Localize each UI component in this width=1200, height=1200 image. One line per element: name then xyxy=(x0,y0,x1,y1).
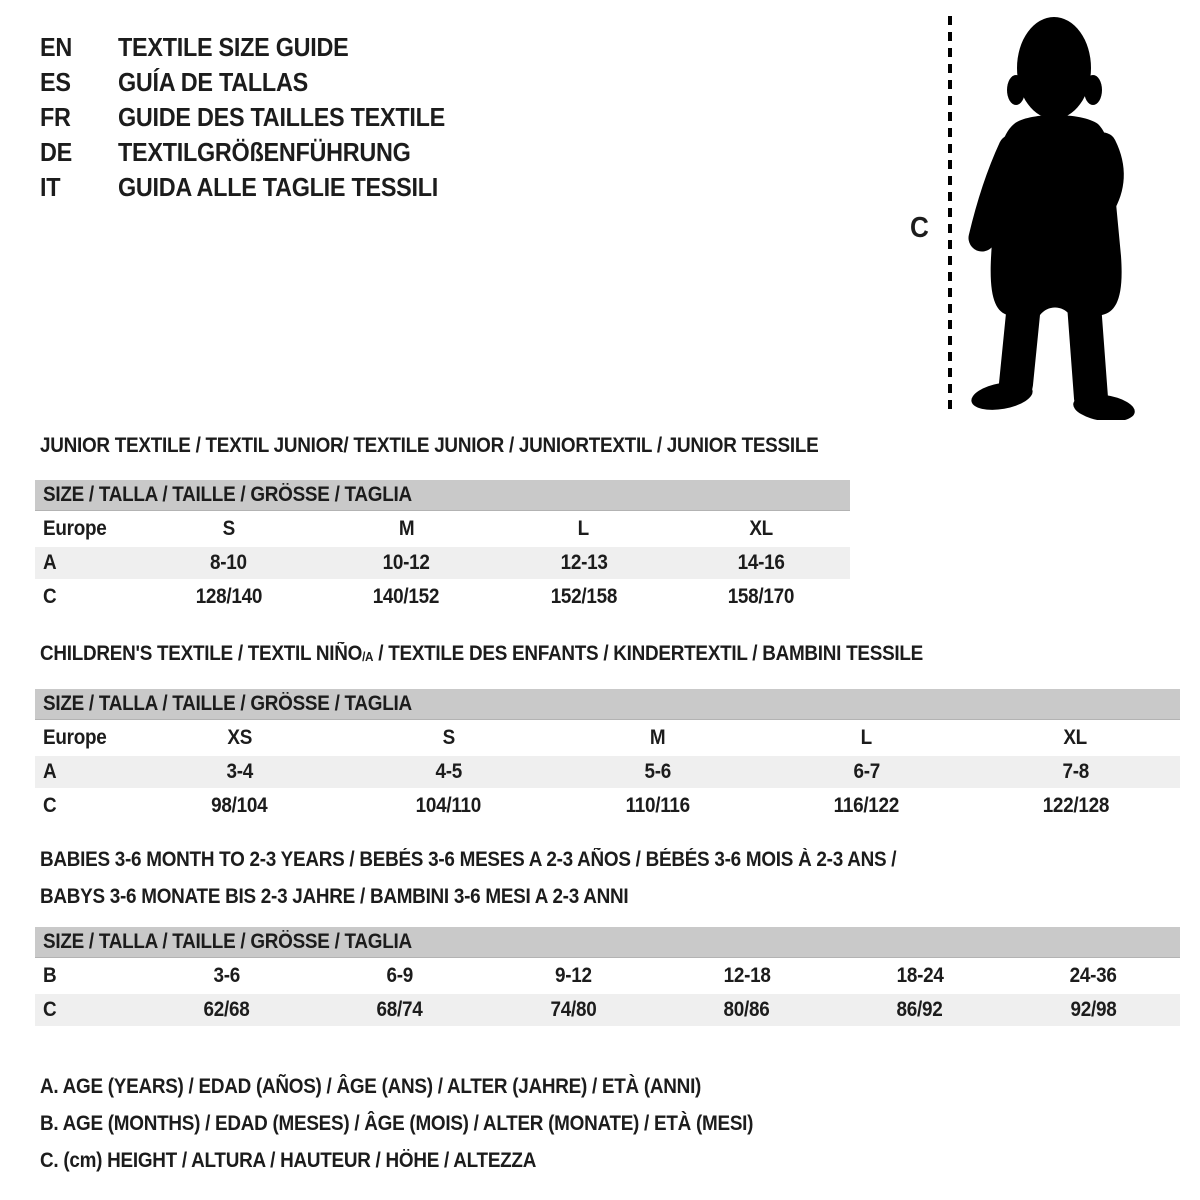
children-size-table xyxy=(35,689,1180,822)
age-cell xyxy=(1007,964,1180,988)
cell-text: 9-12 xyxy=(554,964,592,987)
babies-table-size-header xyxy=(35,927,1180,958)
size-cell xyxy=(553,726,762,750)
cell-text: 104/110 xyxy=(415,794,482,817)
cell-text: 12-18 xyxy=(723,964,771,987)
age-cell xyxy=(313,964,486,988)
junior-section-title-text: JUNIOR TEXTILE / TEXTIL JUNIOR/ TEXTILE JUNIOR / JUNIORTEXTIL / JUNIOR TESSILE xyxy=(40,434,819,457)
children-section-title xyxy=(40,642,1021,666)
height-cell xyxy=(318,585,496,609)
size-cell xyxy=(135,726,344,750)
children-table-size-header xyxy=(35,689,1180,720)
language-row-de xyxy=(40,135,481,170)
cell-text: 98/104 xyxy=(211,794,268,817)
height-cell xyxy=(762,794,971,818)
language-code-text: FR xyxy=(40,102,71,132)
age-cell xyxy=(971,760,1180,784)
babies-size-table xyxy=(35,927,1180,1026)
age-cell xyxy=(318,551,496,575)
height-cell xyxy=(553,794,762,818)
cell-text: 74/80 xyxy=(550,998,597,1021)
table-row xyxy=(35,960,1180,992)
junior-table-size-header xyxy=(35,480,850,511)
children-section-title-text xyxy=(40,642,923,666)
cell-text: 152/158 xyxy=(550,585,617,608)
cell-text: XL xyxy=(1063,726,1088,749)
language-title-list xyxy=(40,30,481,205)
babies-title-line-2-text: BABYS 3-6 MONATE BIS 2-3 JAHRE / BAMBINI 3-6 MESI A 2-3 ANNI xyxy=(40,885,629,908)
cell-text: 3-6 xyxy=(213,964,240,987)
language-row-it xyxy=(40,170,481,205)
cell-text: XL xyxy=(749,517,774,540)
cell-text: 68/74 xyxy=(377,998,423,1021)
cell-text: S xyxy=(442,726,455,749)
cell-text: 6-7 xyxy=(853,760,880,783)
height-cell xyxy=(673,585,851,609)
language-title: GUÍA DE TALLAS xyxy=(118,67,308,97)
age-cell xyxy=(344,760,553,784)
language-title: GUIDE DES TAILLES TEXTILE xyxy=(118,102,445,132)
table-row xyxy=(35,581,850,613)
row-label xyxy=(35,585,140,609)
cell-text: 122/128 xyxy=(1042,794,1109,817)
row-label xyxy=(35,726,135,750)
height-measure-label-text: C xyxy=(910,212,929,244)
height-cell xyxy=(971,794,1180,818)
age-cell xyxy=(553,760,762,784)
size-cell xyxy=(971,726,1180,750)
age-cell xyxy=(495,551,673,575)
language-code-text: EN xyxy=(40,32,72,62)
height-measure-line xyxy=(944,12,956,418)
row-label-text: B xyxy=(43,964,57,987)
row-label-text: Europe xyxy=(43,726,107,749)
legend-line-age-months xyxy=(40,1105,832,1142)
toddler-silhouette-icon xyxy=(962,6,1140,420)
cell-text: 62/68 xyxy=(203,998,250,1021)
title-sub: /A xyxy=(362,649,374,665)
height-cell xyxy=(344,794,553,818)
age-cell xyxy=(140,964,313,988)
cell-text: M xyxy=(398,517,414,540)
cell-text: 24-36 xyxy=(1069,964,1117,987)
cell-text: 14-16 xyxy=(737,551,785,574)
language-code-text: DE xyxy=(40,137,72,167)
row-label-text: A xyxy=(43,551,57,574)
language-title: TEXTILE SIZE GUIDE xyxy=(118,32,349,62)
language-row-en xyxy=(40,30,481,65)
language-code xyxy=(40,67,118,98)
cell-text: 8-10 xyxy=(210,551,248,574)
title-pre: CHILDREN'S TEXTILE / TEXTIL NIÑO xyxy=(40,642,363,665)
legend-line-text: C. (cm) HEIGHT / ALTURA / HAUTEUR / HÖHE / ALTEZZA xyxy=(40,1149,537,1172)
row-label-text: C xyxy=(43,998,57,1021)
row-label xyxy=(35,517,140,541)
table-row xyxy=(35,722,1180,754)
height-cell xyxy=(833,998,1006,1022)
cell-text: 10-12 xyxy=(382,551,430,574)
row-label xyxy=(35,998,140,1022)
cell-text: 7-8 xyxy=(1062,760,1089,783)
cell-text: 86/92 xyxy=(897,998,943,1021)
language-row-fr xyxy=(40,100,481,135)
cell-text: 80/86 xyxy=(723,998,770,1021)
height-cell xyxy=(135,794,344,818)
row-label-text: Europe xyxy=(43,517,107,540)
babies-section-title xyxy=(40,841,991,915)
babies-title-line-2 xyxy=(40,878,991,915)
row-label xyxy=(35,964,140,988)
row-label xyxy=(35,551,140,575)
table-row xyxy=(35,513,850,545)
language-title: GUIDA ALLE TAGLIE TESSILI xyxy=(118,172,438,202)
size-cell xyxy=(140,517,318,541)
language-code-text: ES xyxy=(40,67,71,97)
cell-text: 4-5 xyxy=(435,760,462,783)
table-row xyxy=(35,994,1180,1026)
age-cell xyxy=(487,964,660,988)
language-code xyxy=(40,102,118,133)
cell-text: 158/170 xyxy=(728,585,795,608)
age-cell xyxy=(673,551,851,575)
row-label xyxy=(35,760,135,784)
size-cell xyxy=(318,517,496,541)
language-code xyxy=(40,32,118,63)
language-code xyxy=(40,172,118,203)
language-row-es xyxy=(40,65,481,100)
title-post: / TEXTILE DES ENFANTS / KINDERTEXTIL / BAMBINI TESSILE xyxy=(373,642,924,665)
legend-line-height xyxy=(40,1142,832,1179)
height-cell xyxy=(140,585,318,609)
height-cell xyxy=(487,998,660,1022)
table-row xyxy=(35,547,850,579)
junior-section-title xyxy=(40,434,905,458)
age-cell xyxy=(762,760,971,784)
legend-line-age-years xyxy=(40,1068,832,1105)
language-code-text: IT xyxy=(40,172,61,202)
cell-text: 116/122 xyxy=(833,794,900,817)
row-label-text: A xyxy=(43,760,57,783)
size-header-text: SIZE / TALLA / TAILLE / GRÖSSE / TAGLIA xyxy=(43,930,412,953)
cell-text: L xyxy=(578,517,590,540)
height-cell xyxy=(1007,998,1180,1022)
cell-text: XS xyxy=(227,726,252,749)
legend xyxy=(40,1068,832,1179)
row-label-text: C xyxy=(43,585,57,608)
babies-title-line-1 xyxy=(40,841,991,878)
height-cell xyxy=(140,998,313,1022)
table-row xyxy=(35,756,1180,788)
cell-text: S xyxy=(222,517,235,540)
table-row xyxy=(35,790,1180,822)
cell-text: 110/116 xyxy=(625,794,690,817)
height-measure-label xyxy=(910,212,931,245)
age-cell xyxy=(833,964,1006,988)
cell-text: 3-4 xyxy=(226,760,253,783)
age-cell xyxy=(140,551,318,575)
size-header-text: SIZE / TALLA / TAILLE / GRÖSSE / TAGLIA xyxy=(43,692,412,715)
babies-title-line-1-text: BABIES 3-6 MONTH TO 2-3 YEARS / BEBÉS 3-6 MESES A 2-3 AÑOS / BÉBÉS 3-6 MOIS À 2-3 ANS / xyxy=(40,848,897,871)
row-label xyxy=(35,794,135,818)
legend-line-text: A. AGE (YEARS) / EDAD (AÑOS) / ÂGE (ANS) / ALTER (JAHRE) / ETÀ (ANNI) xyxy=(40,1075,702,1098)
junior-size-table xyxy=(35,480,850,613)
cell-text: 18-24 xyxy=(896,964,944,987)
legend-line-text: B. AGE (MONTHS) / EDAD (MESES) / ÂGE (MOIS) / ALTER (MONATE) / ETÀ (MESI) xyxy=(40,1112,754,1135)
cell-text: M xyxy=(649,726,666,749)
cell-text: 92/98 xyxy=(1070,998,1117,1021)
cell-text: 128/140 xyxy=(195,585,262,608)
size-cell xyxy=(344,726,553,750)
cell-text: 140/152 xyxy=(373,585,440,608)
cell-text: 5-6 xyxy=(644,760,671,783)
row-label-text: C xyxy=(43,794,57,817)
cell-text: 6-9 xyxy=(386,964,414,987)
size-cell xyxy=(762,726,971,750)
age-cell xyxy=(135,760,344,784)
height-cell xyxy=(495,585,673,609)
cell-text: L xyxy=(860,726,873,749)
size-cell xyxy=(673,517,851,541)
size-cell xyxy=(495,517,673,541)
height-cell xyxy=(660,998,833,1022)
height-cell xyxy=(313,998,486,1022)
language-title: TEXTILGRÖßENFÜHRUNG xyxy=(118,137,411,167)
cell-text: 12-13 xyxy=(560,551,608,574)
age-cell xyxy=(660,964,833,988)
size-header-text: SIZE / TALLA / TAILLE / GRÖSSE / TAGLIA xyxy=(43,483,412,506)
language-code xyxy=(40,137,118,168)
